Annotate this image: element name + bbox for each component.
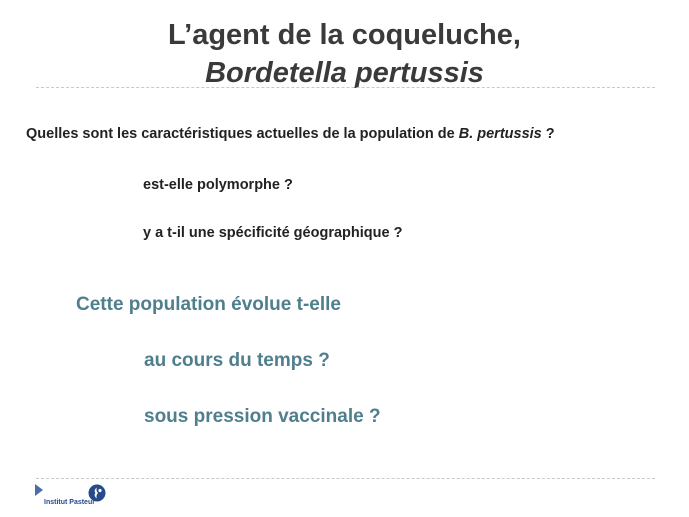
top-divider: [36, 87, 655, 88]
main-question-prefix: Quelles sont les caractéristiques actuelles de la population de: [26, 126, 459, 142]
bottom-divider: [36, 478, 655, 479]
evolution-item-time: au cours du temps ?: [144, 350, 330, 371]
main-question-species: B. pertussis: [458, 126, 542, 142]
evolution-item-vaccine: sous pression vaccinale ?: [144, 406, 381, 427]
slide-title: [0, 16, 689, 92]
title-line-2: Bordetella pertussis: [205, 57, 484, 89]
sub-question-polymorphism: est-elle polymorphe ?: [143, 177, 293, 193]
evolution-heading: Cette population évolue t-elle: [76, 294, 341, 315]
main-question: [26, 126, 666, 142]
institut-pasteur-logo: [44, 484, 110, 512]
footer-arrow-icon: [35, 484, 43, 496]
main-question-suffix: ?: [541, 126, 555, 142]
logo-text: Institut Pasteur: [44, 499, 95, 506]
title-line-1: L’agent de la coqueluche,: [168, 19, 521, 51]
sub-question-geography: y a t-il une spécificité géographique ?: [143, 225, 403, 241]
